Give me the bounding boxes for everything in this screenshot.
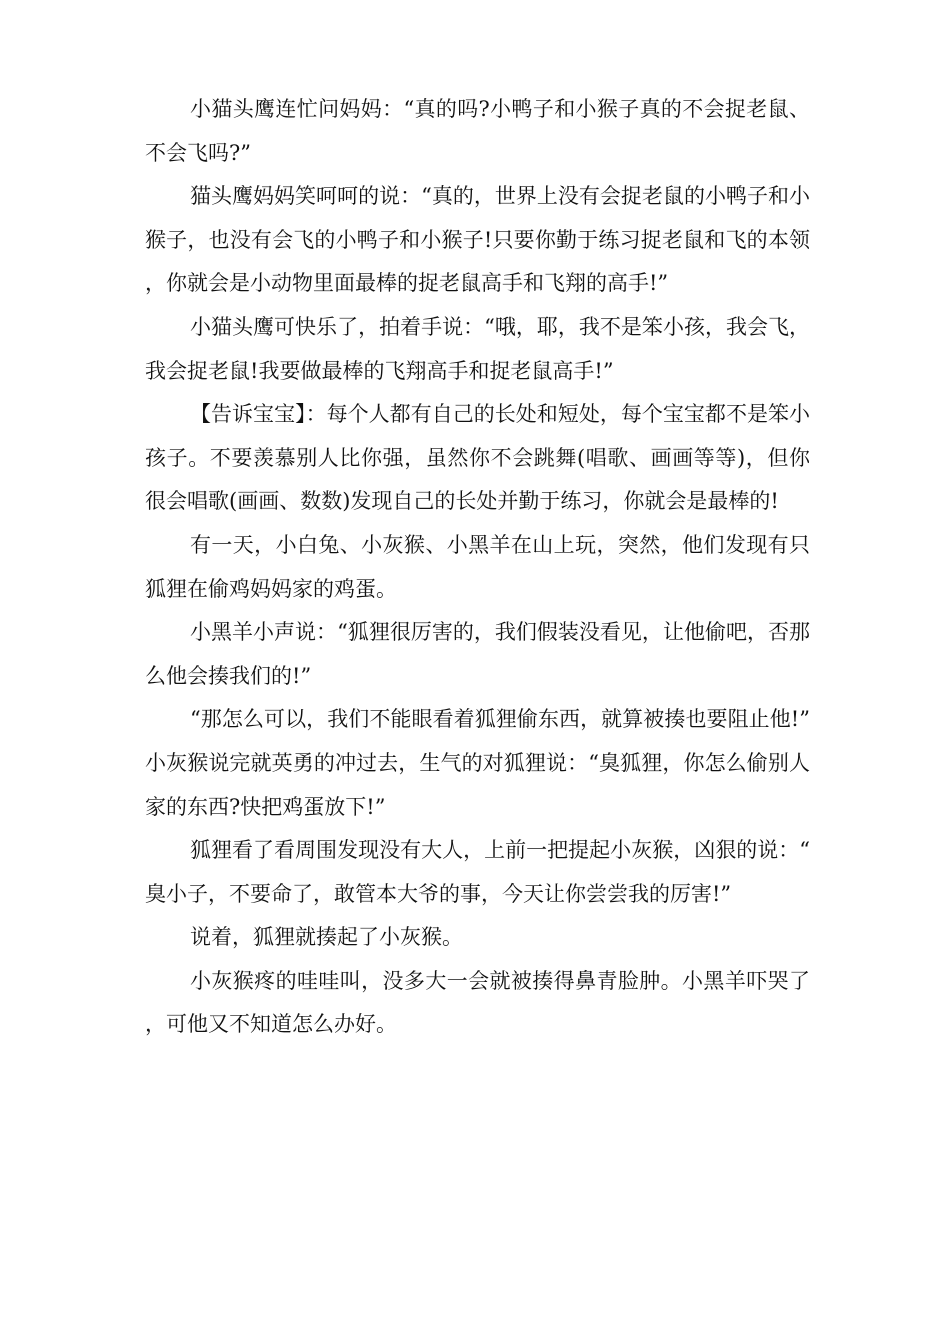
paragraph-7: “那怎么可以，我们不能眼看着狐狸偷东西，就算被揍也要阻止他!”小灰猴说完就英勇的冲过去，生气的对狐狸说：“臭狐狸，你怎么偷别人家的东西?快把鸡蛋放下!” <box>145 707 810 819</box>
paragraph-5: 有一天，小白兔、小灰猴、小黑羊在山上玩，突然，他们发现有只狐狸在偷鸡妈妈家的鸡蛋。 <box>145 532 810 601</box>
paragraph-8: 狐狸看了看周围发现没有大人，上前一把提起小灰猴，凶狠的说：“臭小子，不要命了，敢管本大爷的事，今天让你尝尝我的厉害!” <box>145 838 810 906</box>
paragraph-10: 小灰猴疼的哇哇叫，没多大一会就被揍得鼻青脸肿。小黑羊吓哭了，可他又不知道怎么办好。 <box>145 968 810 1037</box>
paragraph-1: 小猫头鹰连忙问妈妈：“真的吗?小鸭子和小猴子真的不会捉老鼠、不会飞吗?” <box>145 97 810 165</box>
paragraph-3: 小猫头鹰可快乐了，拍着手说：“哦，耶，我不是笨小孩，我会飞，我会捉老鼠!我要做最棒的飞翔高手和捉老鼠高手!” <box>145 314 810 383</box>
paragraph-9: 说着，狐狸就揍起了小灰猴。 <box>190 925 463 950</box>
paragraph-6: 小黑羊小声说：“狐狸很厉害的，我们假装没看见，让他偷吧，否那么他会揍我们的!” <box>145 620 810 688</box>
document-body <box>145 88 810 1047</box>
paragraph-2: 猫头鹰妈妈笑呵呵的说：“真的，世界上没有会捉老鼠的小鸭子和小猴子，也没有会飞的小鸭子和小猴子!只要你勤于练习捉老鼠和飞的本领，你就会是小动物里面最棒的捉老鼠高手和飞翔的高手!” <box>145 184 810 296</box>
paragraph-4: 【告诉宝宝】：每个人都有自己的长处和短处，每个宝宝都不是笨小孩子。不要羡慕别人比你强，虽然你不会跳舞(唱歌、画画等等)，但你很会唱歌(画画、数数)发现自己的长处并勤于练习，你就会是最棒的! <box>145 402 810 514</box>
